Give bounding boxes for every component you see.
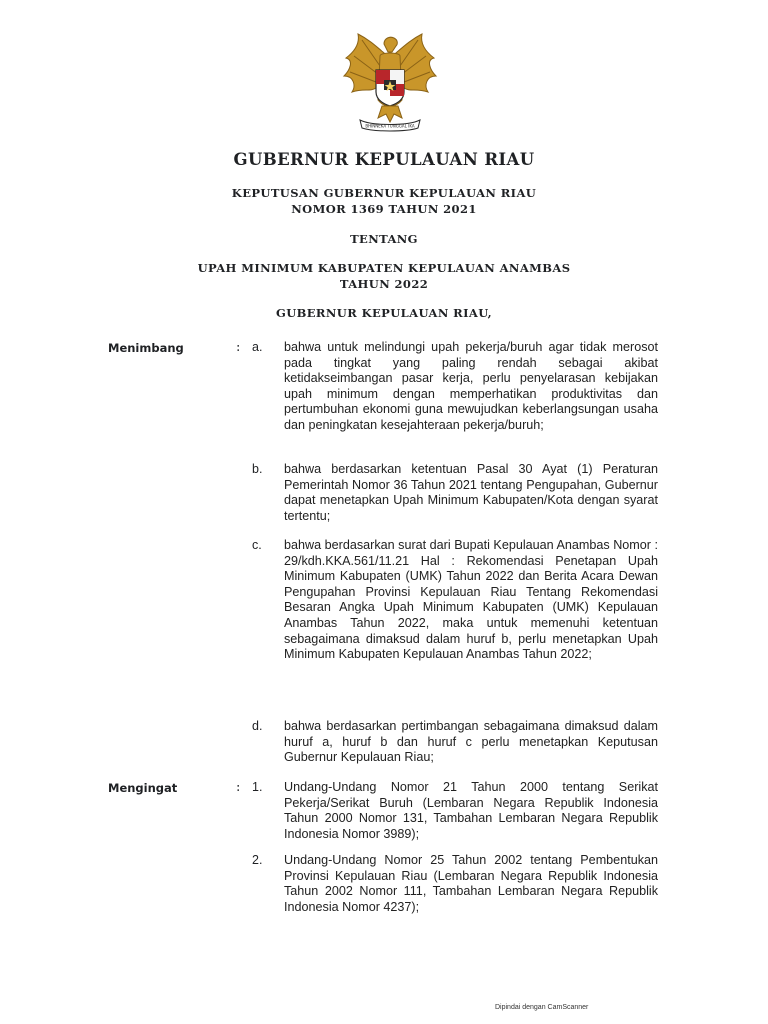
menimbang-key-d: d. [252,719,263,733]
mengingat-colon: : [236,780,241,795]
about-heading: TENTANG [350,232,418,246]
issuer-line: GUBERNUR KEPULAUAN RIAU, [276,306,492,320]
mengingat-key-2: 2. [252,853,263,867]
menimbang-text-c: bahwa berdasarkan surat dari Bupati Kepulauan Anambas Nomor : 29/kdh.KKA.561/11.21 Hal : Rekomendasi Penetapan Upah Minimum Kabupaten (UMK) Tahun 2022 dan Berita Acara Dewan Pengupahan Provinsi Kepulauan Riau Tentang Rekomendasi Besaran Angka Upah Minimum Kabupaten (UMK) Kepulauan Anambas Tahun 2022, maka untuk memenuhi ketentuan sebagaimana dimaksud dalam huruf b, perlu menetapkan Upah Minimum Kabupaten Kepulauan Anambas Tahun 2022; [284,538,658,662]
mengingat-label: Mengingat [108,781,178,795]
menimbang-key-b: b. [252,462,263,476]
garuda-emblem-icon [340,30,440,134]
mengingat-key-1: 1. [252,780,263,794]
subject-line1: UPAH MINIMUM KABUPATEN KEPULAUAN ANAMBAS [197,261,571,275]
mengingat-text-2: Undang-Undang Nomor 25 Tahun 2002 tentang Pembentukan Provinsi Kepulauan Riau (Lembaran Negara Republik Indonesia Tahun 2002 Nomor 111, Tambahan Lembaran Negara Republik Indonesia Nomor 4237); [284,853,658,914]
decree-number: NOMOR 1369 TAHUN 2021 [291,202,477,216]
subject-line2: TAHUN 2022 [339,277,429,291]
menimbang-key-a: a. [252,340,263,354]
menimbang-key-c: c. [252,538,262,552]
emblem-ribbon-text: BHINNEKA TUNGGAL IKA [365,123,415,129]
menimbang-text-b: bahwa berdasarkan ketentuan Pasal 30 Ayat (1) Peraturan Pemerintah Nomor 36 Tahun 2021 tentang Pengupahan, Gubernur dapat menetapkan Upah Minimum Kabupaten/Kota dengan syarat tertentu; [284,462,658,523]
decree-title-line1: KEPUTUSAN GUBERNUR KEPULAUAN RIAU [231,186,537,200]
menimbang-colon: : [236,340,241,355]
menimbang-label: Menimbang [108,341,184,355]
mengingat-text-1: Undang-Undang Nomor 21 Tahun 2000 tentang Serikat Pekerja/Serikat Buruh (Lembaran Negara Republik Indonesia Tahun 2000 Nomor 131, Tambahan Lembaran Negara Republik Indonesia Nomor 3989); [284,780,658,841]
menimbang-text-a: bahwa untuk melindungi upah pekerja/buruh agar tidak merosot pada tingkat yang paling rendah sebagai akibat ketidakseimbangan pasar kerja, perlu penyelarasan kebijakan upah minimum dengan memperhatikan produktivitas dan pertumbuhan ekonomi guna mewujudkan keberlangsungan usaha dan peningkatan kesejahteraan pekerja/buruh; [284,340,658,432]
menimbang-text-d: bahwa berdasarkan pertimbangan sebagaimana dimaksud dalam huruf a, huruf b dan huruf c perlu menetapkan Keputusan Gubernur Kepulauan Riau; [284,719,658,765]
scanner-watermark: Dipindai dengan CamScanner [495,1004,589,1011]
governor-title: GUBERNUR KEPULAUAN RIAU [233,150,535,169]
